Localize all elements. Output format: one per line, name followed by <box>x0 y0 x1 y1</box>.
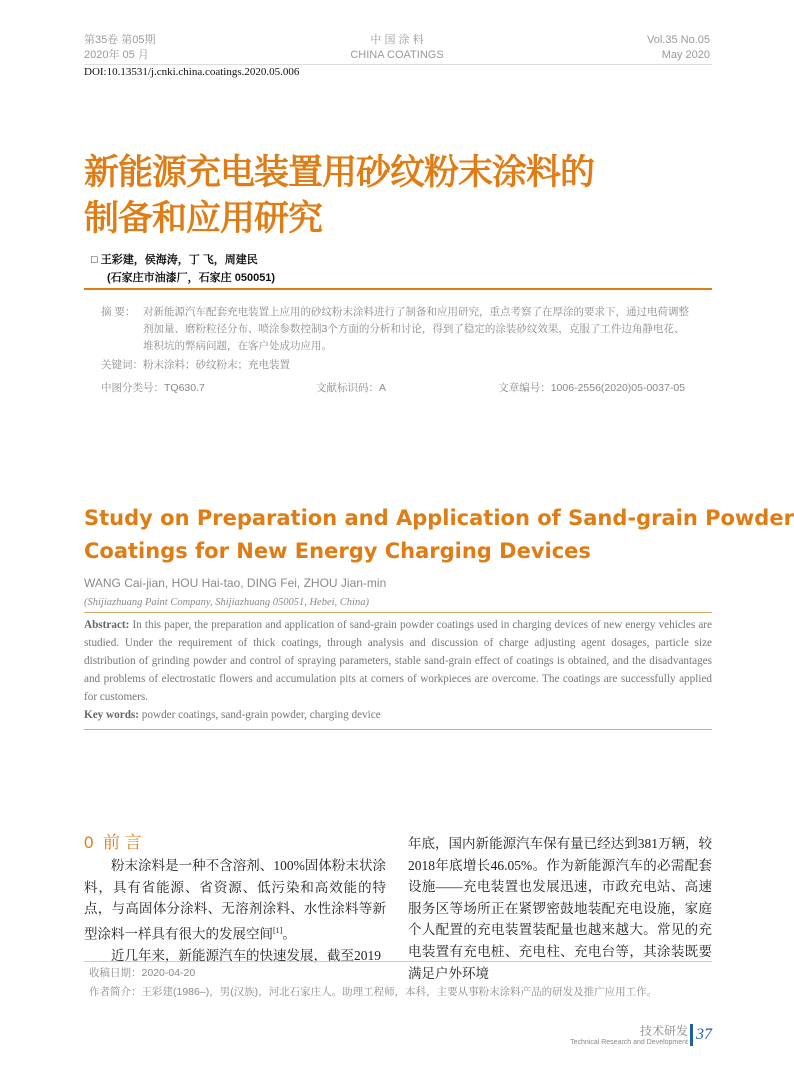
title-line: 制备和应用研究 <box>84 199 323 239</box>
header-divider <box>84 64 712 65</box>
clc-number: 中图分类号：TQ630.7 <box>101 382 205 394</box>
footnote <box>89 964 657 1002</box>
footer-section <box>570 1024 688 1047</box>
journal-cn: 中 国 涂 料 <box>370 34 424 46</box>
abstract-en <box>84 616 712 724</box>
title-cn <box>84 150 594 242</box>
footer-section-en: Technical Research and Development <box>570 1039 688 1046</box>
abstract-cn <box>101 304 691 397</box>
date-cn: 2020年 05 月 <box>84 49 149 61</box>
section-heading <box>84 832 142 854</box>
received-date: 收稿日期：2020-04-20 <box>89 967 196 979</box>
abstract-label: Abstract: <box>84 619 130 631</box>
affiliation: (石家庄市油漆厂，石家庄 050051) <box>107 272 276 284</box>
article-number: 文章编号：1006-2556(2020)05-0037-05 <box>498 382 685 394</box>
section-number: 0 <box>84 833 94 852</box>
paragraph: 近几年来，新能源汽车的快速发展，截至2019 <box>111 947 381 963</box>
header-journal <box>300 33 494 63</box>
classification-row <box>101 380 691 397</box>
footer-section-cn: 技术研发 <box>639 1024 688 1038</box>
abstract-text: In this paper, the preparation and application of sand-grain powder coatings used in charging devices of new energy vehicles are studied. Under the requirement of thick coatings, through analysis and discussion of charge adjusting agent dosages, particle size distribution of grinding powder and control of spraying parameters, stable sand-grain effect of coatings is obtained, and the disadvantages and problems of electrostatic flowers and accumulation pits at corners of workpieces are overcome. The coatings are successfully applied for customers. <box>84 619 712 703</box>
column-left <box>84 855 386 966</box>
abstract-label: 摘 要： <box>101 306 136 318</box>
paragraph <box>84 855 386 945</box>
journal-en: CHINA COATINGS <box>350 49 444 61</box>
punctuation: 。 <box>282 926 296 942</box>
citation[interactable]: [1] <box>273 925 283 935</box>
document-code: 文献标识码：A <box>316 382 387 394</box>
divider <box>84 729 712 730</box>
authors-cn <box>91 251 275 287</box>
authors-en: WANG Cai-jian, HOU Hai-tao, DING Fei, ZHOU Jian-min <box>84 576 387 590</box>
keywords-label: Key words: <box>84 709 139 721</box>
abstract-text: 对新能源汽车配套充电装置上应用的砂纹粉末涂料进行了制备和应用研究，重点考察了在厚涂的要求下，通过电荷调整剂加量、磨粉粒径分布、喷涂参数控制3个方面的分析和讨论，得到了稳定的涂装砂纹效果，克服了工件边角静电花、堆积坑的弊病问题，在客户处成功应用。 <box>143 306 689 352</box>
affiliation-en: (Shijiazhuang Paint Company, Shijiazhuang 050051, Hebei, China) <box>84 597 369 608</box>
header-volume <box>84 33 156 63</box>
column-right: 年底，国内新能源汽车保有量已经达到381万辆，较2018年底增长46.05%。作为新能源汽车的必需配套设施——充电装置也发展迅速，市政充电站、高速服务区等场所正在紧锣密鼓地装配充电设施，家庭个人配置的充电装置装配量也越来越大。常见的充电装置有充电桩、充电柱、充电台等，其涂装既要满足户外环境 <box>408 836 712 981</box>
divider <box>84 612 712 613</box>
date-en: May 2020 <box>661 49 710 61</box>
volume-en: Vol.35 No.05 <box>647 34 710 46</box>
title-line: 新能源充电装置用砂纹粉末涂料的 <box>84 153 595 193</box>
title-line: Coatings for New Energy Charging Devices <box>84 539 591 563</box>
page-number: 37 <box>690 1024 715 1046</box>
doi: DOI:10.13531/j.cnki.china.coatings.2020.05.006 <box>84 66 300 78</box>
author-list: □ 王彩建，侯海涛，丁 飞，周建民 <box>91 254 258 266</box>
author-bio: 作者简介：王彩建(1986–)，男(汉族)，河北石家庄人。助理工程师，本科，主要从事粉末涂料产品的研发及推广应用工作。 <box>89 986 658 998</box>
volume-cn: 第35卷 第05期 <box>84 34 156 46</box>
title-line: Study on Preparation and Application of Sand-grain Powder <box>84 506 794 530</box>
keywords-cn: 关键词：粉末涂料；砂纹粉末；充电装置 <box>101 359 290 371</box>
abstract-divider <box>84 288 712 290</box>
footnote-divider <box>84 961 712 962</box>
section-title: 前 言 <box>102 833 142 852</box>
keywords-en: powder coatings, sand-grain powder, charging device <box>139 709 381 721</box>
paragraph-text: 粉末涂料是一种不含溶剂、100%固体粉末状涂料，具有省能源、省资源、低污染和高效能的特点，与高固体分涂料、无溶剂涂料、水性涂料等新型涂料一样具有很大的发展空间 <box>84 858 386 942</box>
header-vol-en <box>647 33 710 63</box>
title-en <box>84 502 794 568</box>
